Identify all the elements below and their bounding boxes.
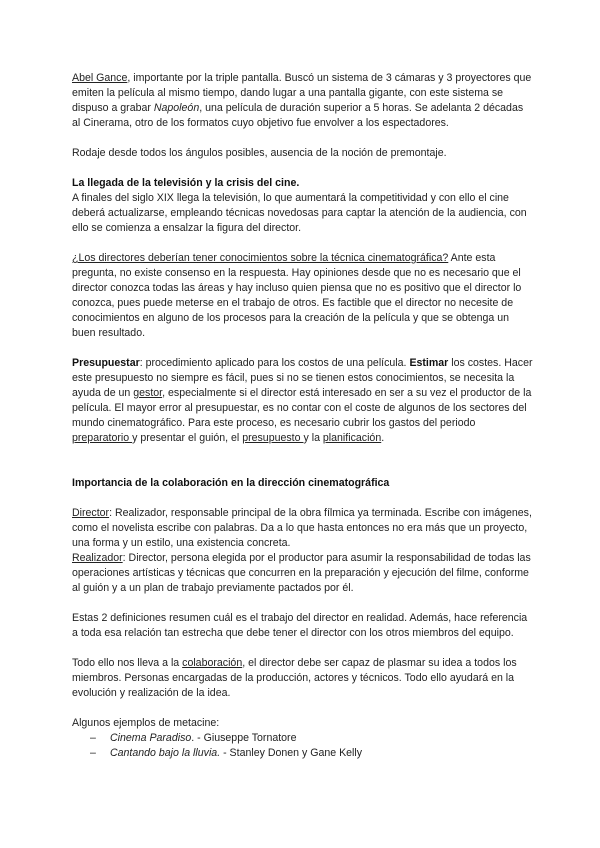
- definition-director: [72, 506, 534, 551]
- list-item: [72, 746, 534, 761]
- text-span: , importante por la triple pantalla. Buscó un sistema de 3 cámaras y 3 proyectores que emiten la película al mismo tiempo, dando lugar a una pantalla gigante, con este sistema se dispuso a grabar: [72, 72, 532, 114]
- paragraph-question: [72, 251, 534, 341]
- film-title: Cinema Paradiso: [110, 732, 192, 744]
- examples-list: [72, 731, 534, 761]
- examples-intro: Algunos ejemplos de metacine:: [72, 717, 220, 729]
- paragraph-television: A finales del siglo XIX llega la televisión, lo que aumentará la competitividad y con ello el cine deberá actualizarse, empleando técnicas novedosas para captar la atención de la audiencia, con ello se comienza a ensalzar la figura del director.: [72, 192, 527, 234]
- text-span: y presentar el guión, el: [132, 432, 243, 444]
- text-span: , el director debe ser capaz de plasmar su idea a todos los miembros. Personas encargadas de la producción, actores y técnicos. Todo ello ayudará en la evolución y realización de la idea.: [72, 657, 517, 699]
- text-span: : Director, persona elegida por el productor para asumir la responsabilidad de todas las operaciones artísticas y técnicas que concurren en la preparación y ejecución del filme, conforme al guión y a un plan de trabajo previamente pactados por él.: [72, 552, 531, 594]
- text-span: . - Giuseppe Tornatore: [191, 732, 297, 744]
- text-span: : Realizador, responsable principal de la obra fílmica ya terminada. Escribe con imágenes, como el novelista escribe con palabras. Da a lo que hasta entonces no era más que un proyecto, una forma y un estilo, una existencia concreta.: [72, 507, 532, 549]
- paragraph-colaboracion: [72, 656, 534, 701]
- paragraph-rodaje: Rodaje desde todos los ángulos posibles, ausencia de la noción de premontaje.: [72, 147, 447, 159]
- question-text: ¿Los directores deberían tener conocimientos sobre la técnica cinematográfica?: [72, 252, 449, 264]
- text-span: : procedimiento aplicado para los costos de una película.: [139, 357, 410, 369]
- colaboracion-word: colaboración: [182, 657, 243, 669]
- term-realizador: Realizador: [72, 552, 123, 564]
- paragraph-summary: Estas 2 definiciones resumen cuál es el trabajo del director en realidad. Además, hace referencia a toda esa relación tan estrecha que debe tener el director con los otros miembros del equipo.: [72, 612, 528, 639]
- paragraph-abel-gance: [72, 71, 534, 131]
- text-span: Ante esta pregunta, no existe consenso en la respuesta. Hay opiniones desde que no es necesario que el director conozca todas las áreas y hay incluso quien piensa que no es positivo que el director lo conozca, pues puede meterse en el trabajo de otros. Es factible que el director no necesite de conocimientos en alguno de los procesos para la creación de la película y que se obtenga un buen resultado.: [72, 252, 522, 339]
- planificacion-word: planificación: [322, 432, 382, 444]
- heading-colaboracion: Importancia de la colaboración en la dirección cinematográfica: [72, 477, 390, 489]
- term-presupuestar: Presupuestar: [72, 357, 140, 369]
- text-span: Todo ello nos lleva a la: [72, 657, 183, 669]
- text-span: - Stanley Donen y Gane Kelly: [220, 747, 363, 759]
- text-span: los costes. Hacer este presupuesto no siempre es fácil, pues si no se tienen estos conocimientos, se necesita la ayuda de un: [72, 357, 533, 399]
- text-span: y la: [303, 432, 323, 444]
- list-item: [72, 731, 534, 746]
- dash-bullet: –: [90, 747, 96, 759]
- definition-realizador: [72, 551, 534, 596]
- preparatorio-word: preparatorio: [72, 432, 133, 444]
- term-director: Director: [72, 507, 110, 519]
- presupuesto-word: presupuesto: [242, 432, 304, 444]
- text-span: , una película de duración superior a 5 horas. Se adelanta 2 décadas al Cinerama, otro de los formatos cuyo objetivo fue envolver a los espectadores.: [72, 102, 524, 129]
- gestor-word: gestor: [133, 387, 163, 399]
- text-span: , especialmente si el director está interesado en ser a su vez el productor de la película. El mayor error al presupuestar, es no contar con el coste de algunos de los sectores del mundo cinematográfico. Para este proceso, es necesario cubrir los gastos del periodo: [72, 387, 532, 429]
- heading-television: La llegada de la televisión y la crisis del cine.: [72, 177, 300, 189]
- document-page: [72, 71, 534, 761]
- paragraph-presupuestar: [72, 356, 534, 446]
- text-span: .: [381, 432, 385, 444]
- term-estimar: Estimar: [409, 357, 449, 369]
- napoleon-title: Napoleón: [153, 102, 200, 114]
- dash-bullet: –: [90, 732, 96, 744]
- film-title: Cantando bajo la lluvia.: [110, 747, 221, 759]
- abel-gance-link: Abel Gance: [72, 72, 128, 84]
